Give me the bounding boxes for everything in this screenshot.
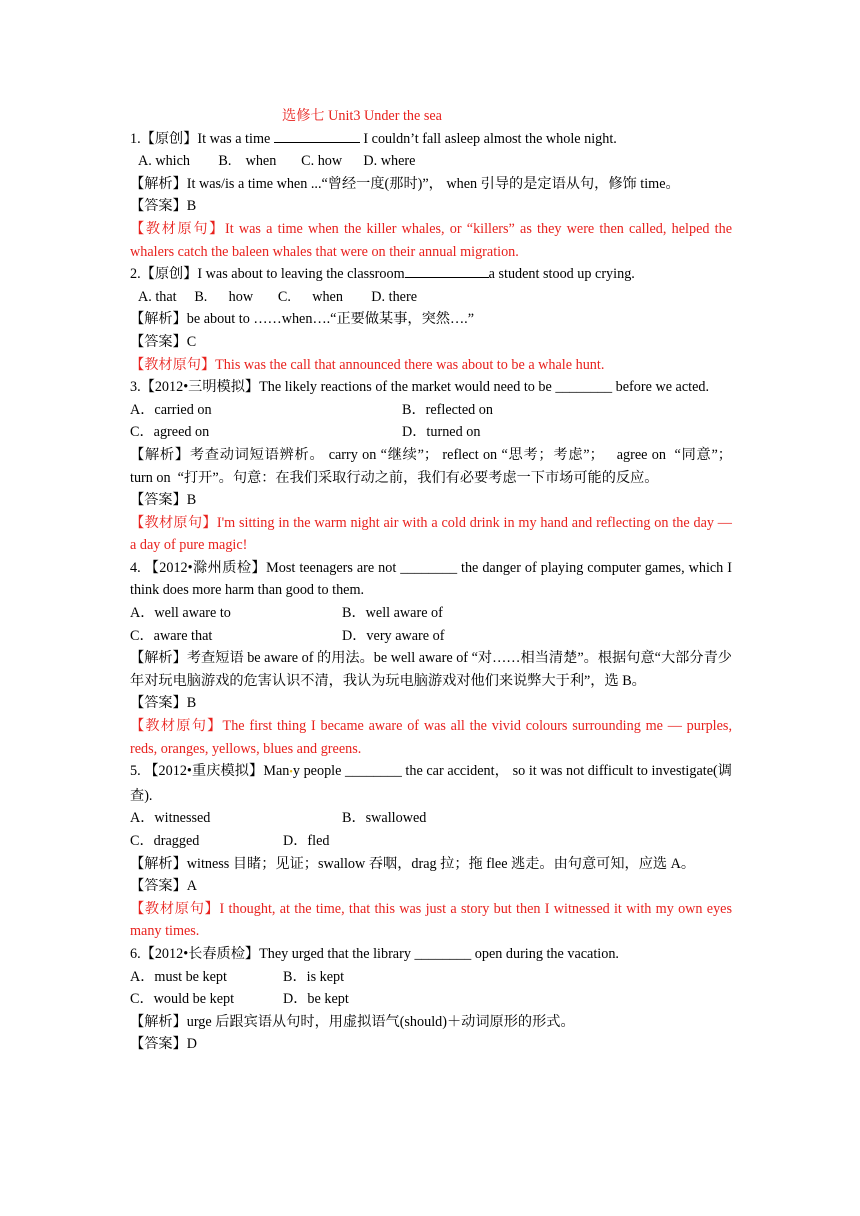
q5-option-b: B．swallowed	[342, 810, 427, 827]
question-2-analysis: 【解析】be about to ……when….“正要做某事，突然….”	[130, 311, 475, 328]
question-6-stem: 6.【2012•长春质检】They urged that the library ________ open during the vacation.	[130, 945, 619, 962]
question-5-options-row-2	[130, 830, 732, 853]
q5-option-d: D．fled	[283, 833, 330, 849]
question-6-analysis: 【解析】urge 后跟宾语从句时，用虚拟语气(should)＋动词原形的形式。	[130, 1013, 575, 1030]
question-4-analysis: 【解析】考查短语 be aware of 的用法。be well aware of “对……相当清楚”。根据句意“大部分青少年对玩电脑游戏的危害认识不清，我认为玩电脑游戏对他们来说弊大于利”，选 B。	[130, 650, 732, 689]
q5-option-c: C．dragged	[130, 833, 200, 849]
q3-option-c: C．agreed on	[130, 424, 210, 441]
question-2-options: A. that B. how C. when D. there	[138, 288, 417, 305]
question-4-answer: 【答案】B	[130, 695, 197, 712]
question-4-stem: 4. 【2012•滁州质检】Most teenagers are not ________ the danger of playing computer games, which I think does more harm than good to them.	[130, 559, 732, 599]
page-title: 选修七 Unit3 Under the sea	[282, 108, 442, 124]
question-6-options-row-2	[130, 988, 732, 1011]
q5-option-a: A．witnessed	[130, 810, 211, 827]
question-4-options-row-1	[130, 602, 732, 625]
question-1-analysis: 【解析】It was/is a time when ...“曾经一度(那时)”， when 引导的是定语从句，修饰 time。	[130, 175, 680, 192]
q5-stem-end: y people ________ the car accident， so it was not difficult to investigate(调查).	[130, 763, 732, 804]
q2-stem-start: 2.【原创】I was about to leaving the classroom	[130, 266, 405, 283]
question-6-options-row-1	[130, 966, 732, 989]
question-1-answer: 【答案】B	[130, 198, 197, 215]
document-page	[130, 105, 740, 1056]
question-2-stem	[130, 263, 732, 286]
question-1-options: A. which B. when C. how D. where	[138, 153, 416, 170]
question-2-answer: 【答案】C	[130, 333, 197, 350]
question-3-source: 【教材原句】I'm sitting in the warm night air with a cold drink in my hand and reflecting on the day — a day of pure magic!	[130, 514, 732, 554]
q4-option-d: D．very aware of	[342, 627, 445, 644]
q1-stem-start: 1.【原创】It was a time	[130, 130, 274, 147]
question-5-source: 【教材原句】I thought, at the time, that this was just a story but then I witnessed it with my own eyes many times.	[130, 900, 732, 940]
question-1-source: 【教材原句】It was a time when the killer whales, or “killers” as they were then called, helped the whalers catch the baleen whales that were on their annual migration.	[130, 220, 732, 260]
question-5-answer: 【答案】A	[130, 878, 197, 895]
q6-option-d: D．be kept	[283, 991, 349, 1008]
question-4-options-row-2	[130, 625, 732, 648]
question-1-stem	[130, 128, 732, 151]
question-5-analysis: 【解析】witness 目睹；见证；swallow 吞咽，drag 拉；拖 flee 逃走。由句意可知，应选 A。	[130, 855, 696, 872]
question-3-answer: 【答案】B	[130, 492, 197, 509]
q1-blank	[274, 128, 360, 143]
q4-option-a: A．well aware to	[130, 605, 231, 622]
question-2-source: 【教材原句】This was the call that announced there was about to be a whale hunt.	[130, 356, 605, 373]
q2-blank	[405, 263, 489, 278]
q3-option-a: A．carried on	[130, 401, 212, 418]
question-3-options-row-1	[130, 399, 732, 422]
question-4-source: 【教材原句】The first thing I became aware of was all the vivid colours surrounding me — purples, reds, oranges, yellows, blues and greens.	[130, 718, 732, 757]
question-5-options-row-1	[130, 807, 732, 830]
q3-option-b: B．reflected on	[402, 401, 493, 418]
q4-option-b: B．well aware of	[342, 605, 443, 622]
q5-stem-start: 5. 【2012•重庆模拟】Man	[130, 763, 290, 780]
q3-option-d: D．turned on	[402, 424, 481, 441]
question-3-analysis: 【解析】考查动词短语辨析。 carry on “继续”； reflect on “思考；考虑”； agree on “同意”； turn on “打开”。句意：在我们采取行动之前，我们有必要考虑一下市场可能的反应。	[130, 446, 740, 486]
q6-option-b: B．is kept	[283, 968, 345, 985]
question-3-options-row-2	[130, 421, 732, 444]
question-5-stem	[130, 760, 732, 807]
q2-stem-end: a student stood up crying.	[488, 266, 635, 283]
q1-stem-end: I couldn’t fall asleep almost the whole night.	[359, 130, 617, 147]
question-3-stem: 3.【2012•三明模拟】The likely reactions of the market would need to be ________ before we acted.	[130, 379, 710, 396]
q6-option-c: C．would be kept	[130, 991, 235, 1008]
q6-option-a: A．must be kept	[130, 968, 227, 985]
q4-option-c: C．aware that	[130, 627, 213, 644]
q5-stray-dot: •	[289, 767, 293, 779]
question-6-answer: 【答案】D	[130, 1036, 197, 1053]
